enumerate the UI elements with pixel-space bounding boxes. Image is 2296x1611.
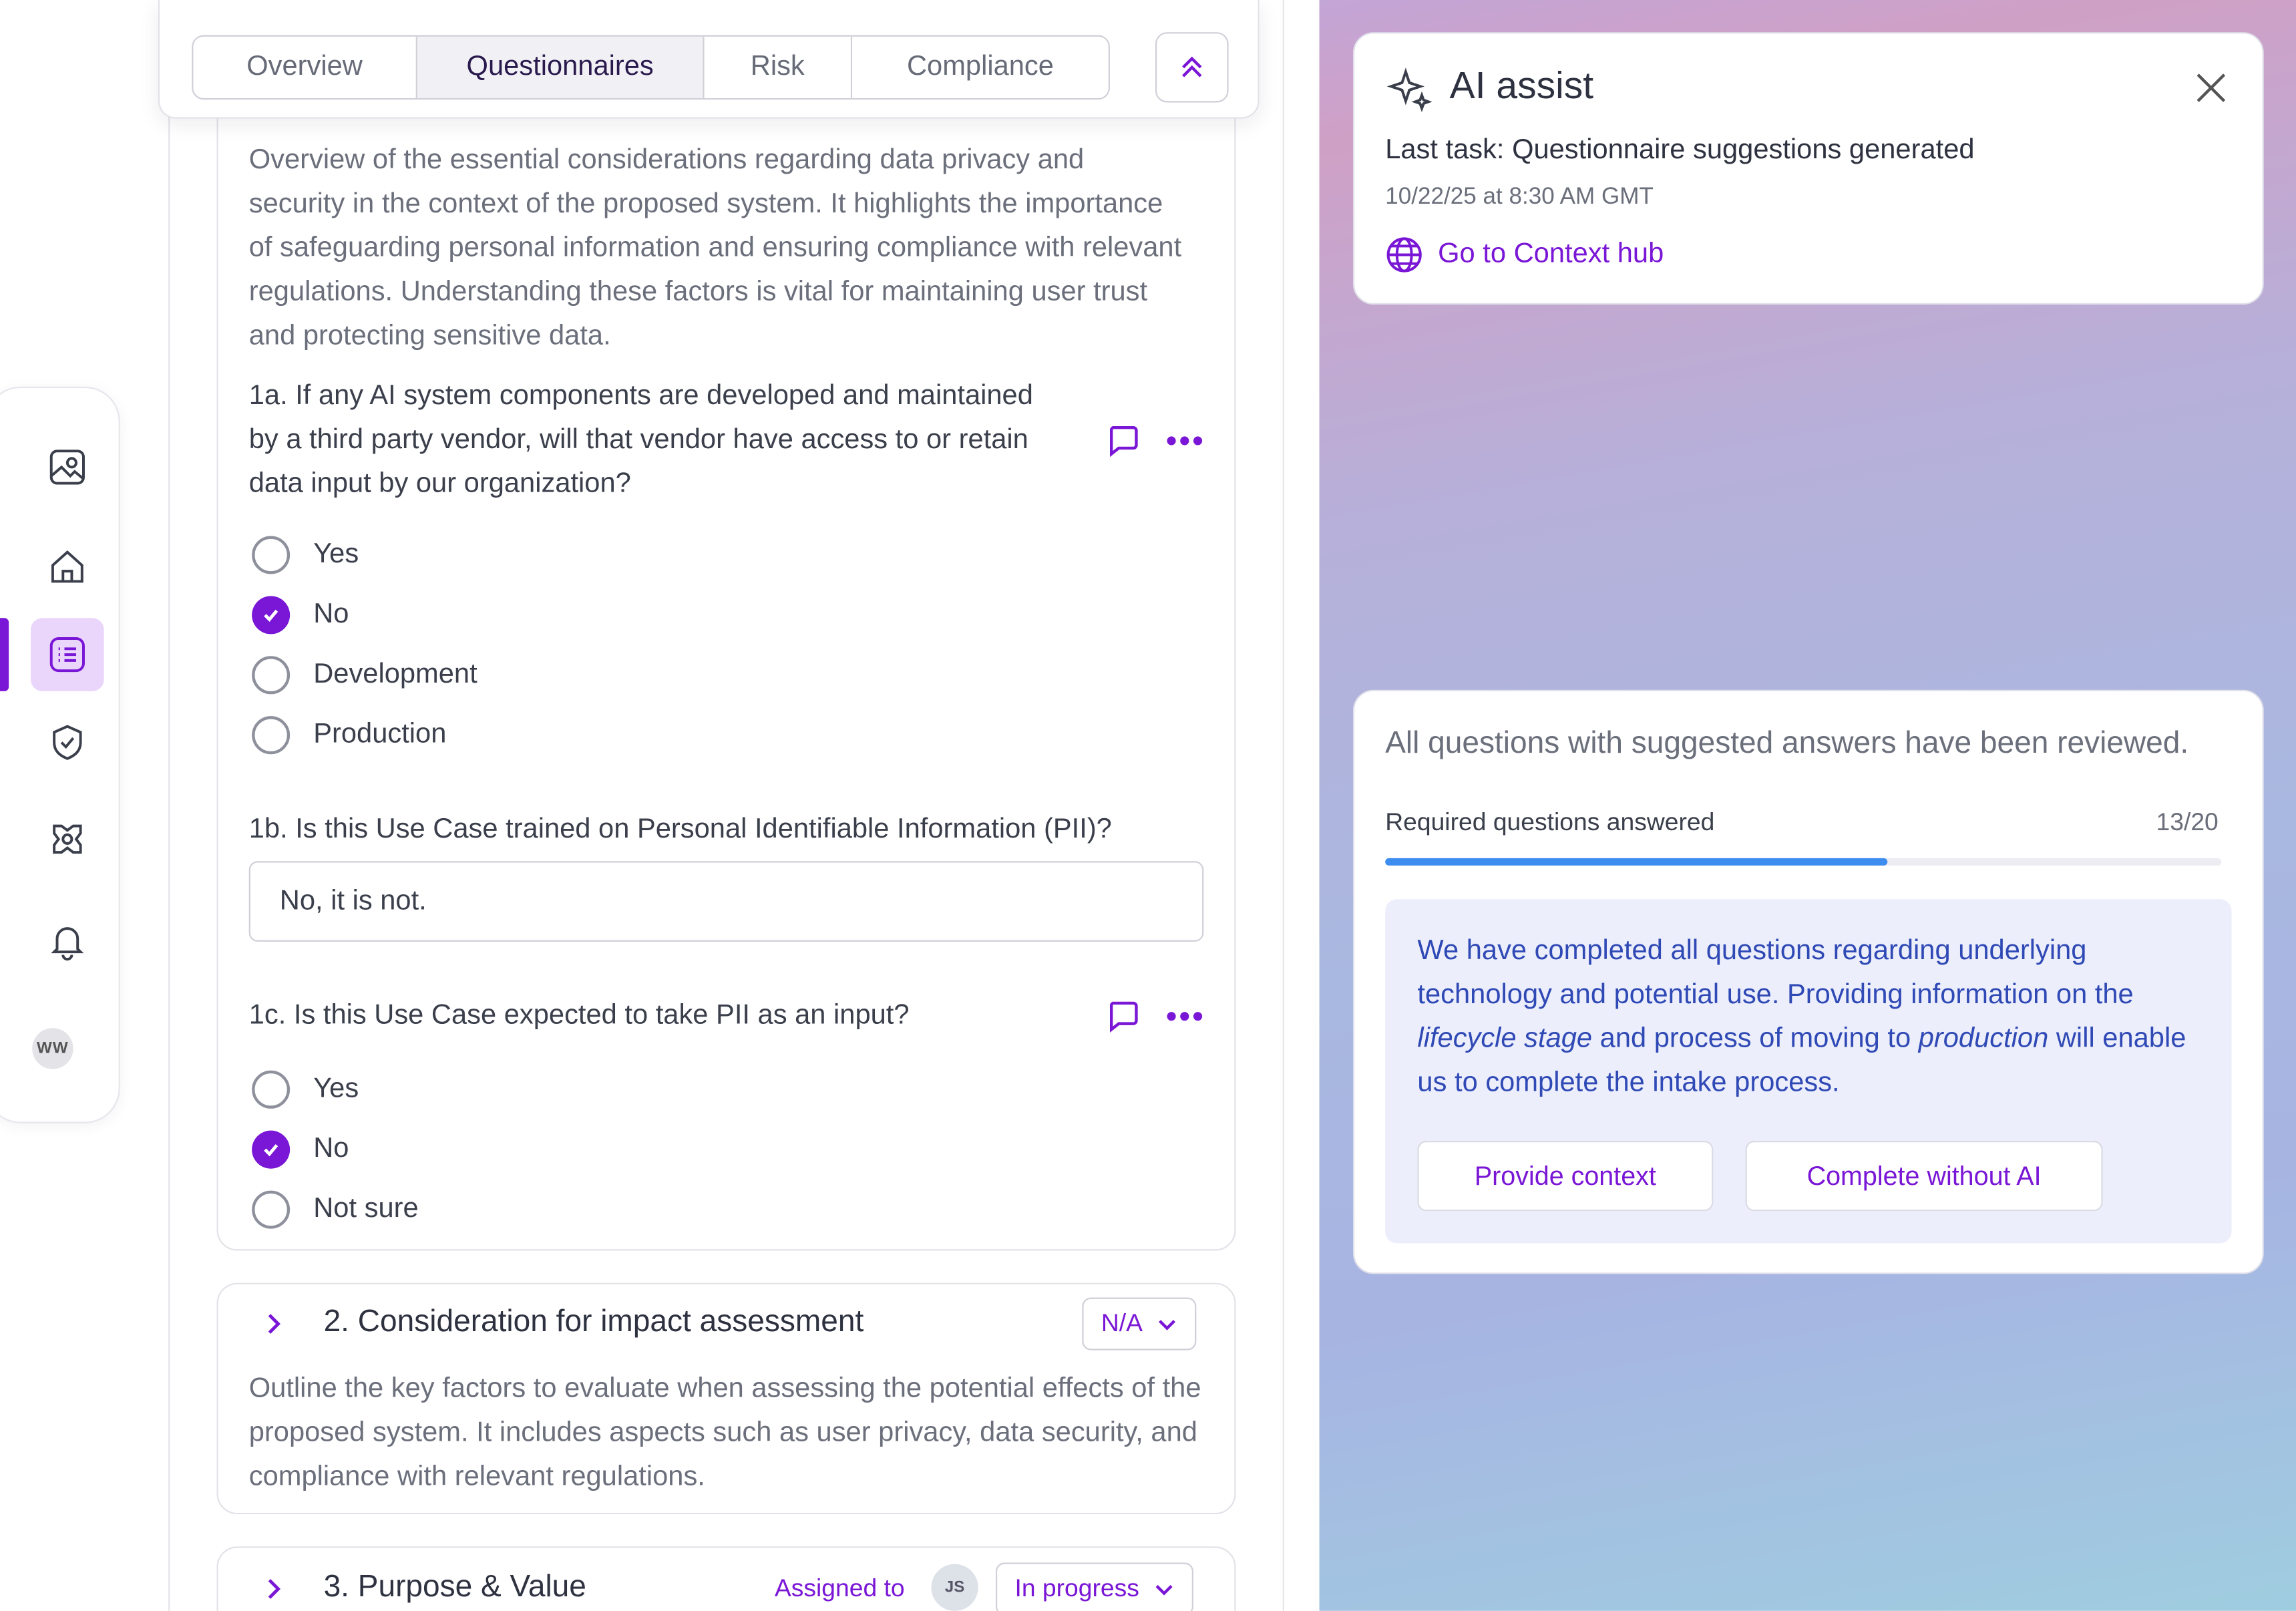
question-1a-text: 1a. If any AI system components are developed and maintained by a third party vendor, will that vendor have access to or retain data input by our organization? [248, 381, 1033, 500]
radio-button[interactable] [252, 1071, 290, 1109]
check-icon [260, 605, 281, 626]
tab-bar [158, 0, 1260, 119]
section-description: Overview of the essential considerations regarding data privacy and security in the context of the proposed system. It highlights the importance of safeguarding personal information and ensuring compliance with relevant regulations. Understanding these factors is vital for maintaining user trust and protecting sensitive data. [248, 145, 1182, 352]
globe-icon [1385, 236, 1423, 274]
radio-button[interactable] [252, 716, 290, 754]
user-avatar[interactable]: WW [32, 1028, 73, 1069]
section-3-title[interactable]: 3. Purpose & Value [323, 1570, 586, 1604]
question-1b-answer-input[interactable]: No, it is not. [249, 861, 1204, 942]
complete-without-ai-button[interactable]: Complete without AI [1746, 1141, 2103, 1211]
last-task-text: Last task: Questionnaire suggestions generated [1385, 134, 1975, 166]
chevron-down-icon [1154, 1579, 1175, 1600]
ai-suggestion-text: We have completed all questions regarding underlying technology and potential use. Providing information on the lifecycle stage and process of moving to production will enable us to complete the intake process. [1417, 936, 2186, 1099]
image-icon[interactable] [31, 431, 104, 504]
home-icon[interactable] [31, 530, 104, 604]
provide-context-button[interactable]: Provide context [1417, 1141, 1713, 1211]
assignee-avatar[interactable]: JS [931, 1564, 978, 1611]
active-indicator [0, 618, 9, 691]
tab-compliance[interactable]: Compliance [852, 37, 1109, 98]
chevrons-up-icon [1176, 51, 1208, 83]
context-hub-link[interactable]: Go to Context hub [1385, 236, 1664, 274]
radio-option[interactable]: No [252, 1129, 349, 1170]
radio-button-checked[interactable] [252, 596, 290, 634]
radio-option[interactable]: Development [252, 655, 477, 695]
last-task-date: 10/22/25 at 8:30 AM GMT [1385, 184, 1654, 210]
section-2-description: Outline the key factors to evaluate when assessing the potential effects of the proposed system. It includes aspects such as user privacy, data security, and compliance with relevant regulations. [248, 1373, 1201, 1493]
required-questions-label: Required questions answered [1385, 808, 1715, 836]
radio-button[interactable] [252, 1191, 290, 1229]
review-status-card [1353, 690, 2264, 1274]
chevron-right-icon[interactable] [259, 1309, 289, 1338]
comment-icon[interactable] [1104, 997, 1142, 1035]
tab-questionnaires[interactable]: Questionnaires [417, 37, 705, 98]
section-2-title[interactable]: 2. Consideration for impact assessment [323, 1304, 864, 1339]
ai-assist-title: AI assist [1449, 63, 1594, 108]
radio-button[interactable] [252, 656, 290, 694]
collapse-button[interactable] [1155, 32, 1229, 102]
comment-icon[interactable] [1104, 421, 1142, 460]
question-1b-text: 1b. Is this Use Case trained on Personal Identifiable Information (PII)? [248, 814, 1112, 846]
check-icon [260, 1139, 281, 1160]
status-dropdown[interactable]: In progress [996, 1563, 1193, 1611]
close-icon[interactable] [2192, 69, 2230, 107]
status-dropdown[interactable]: N/A [1082, 1298, 1197, 1351]
tab-risk[interactable]: Risk [705, 37, 852, 98]
radio-option[interactable]: Yes [252, 1069, 359, 1110]
sparkle-icon [1386, 66, 1433, 113]
tab-overview[interactable]: Overview [193, 37, 417, 98]
list-icon[interactable] [31, 618, 104, 691]
radio-button[interactable] [252, 536, 290, 574]
radio-option[interactable]: Yes [252, 534, 359, 575]
assigned-to-label: Assigned to [774, 1574, 905, 1602]
radio-button-checked[interactable] [252, 1131, 290, 1169]
required-questions-count: 13/20 [2156, 808, 2219, 836]
tab-group [192, 35, 1110, 100]
bell-icon[interactable] [31, 905, 104, 978]
question-1c-text: 1c. Is this Use Case expected to take PII as an input? [248, 1000, 910, 1031]
progress-bar [1385, 858, 2221, 866]
chevron-right-icon[interactable] [259, 1574, 289, 1604]
more-options-icon[interactable] [1165, 997, 1203, 1035]
chevron-down-icon [1157, 1314, 1178, 1334]
shield-check-icon[interactable] [31, 706, 104, 779]
more-options-icon[interactable] [1165, 421, 1203, 460]
ai-suggestion-note [1385, 899, 2231, 1243]
radio-option[interactable]: Production [252, 715, 446, 755]
ai-model-icon[interactable] [31, 803, 104, 876]
progress-bar-fill [1385, 858, 1887, 866]
ai-assist-card [1353, 32, 2264, 305]
radio-option[interactable]: No [252, 594, 349, 635]
radio-option[interactable]: Not sure [252, 1189, 419, 1230]
review-heading: All questions with suggested answers have been reviewed. [1385, 726, 2189, 760]
